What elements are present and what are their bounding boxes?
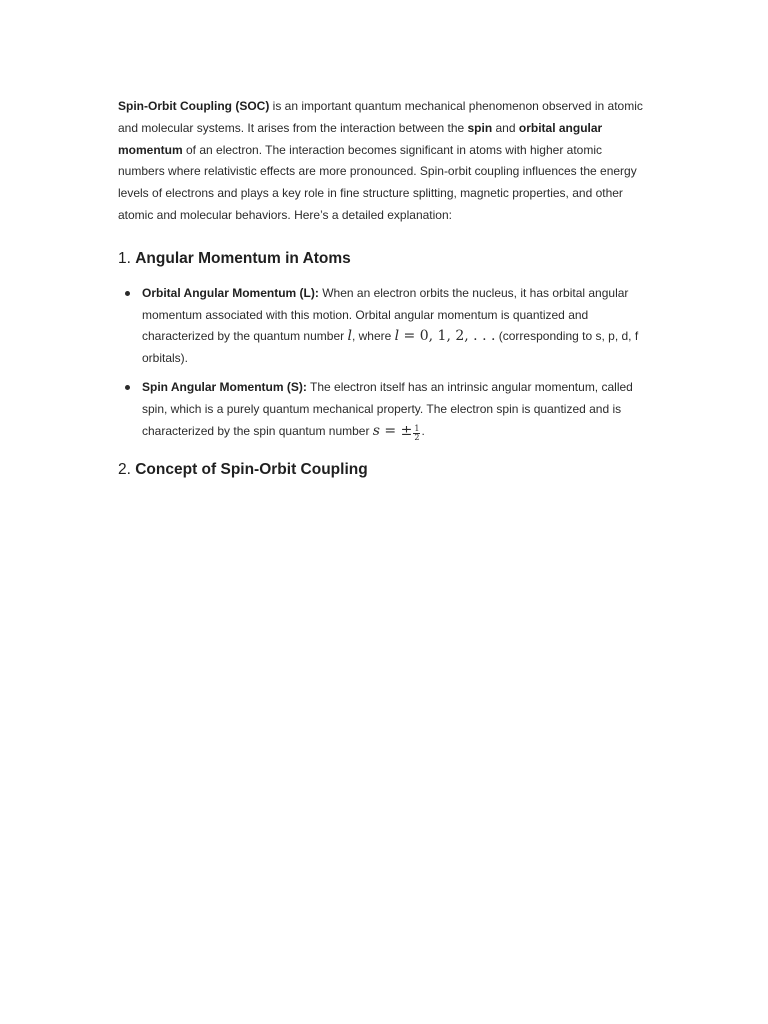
intro-text-3: of an electron. The interaction becomes significant in atoms with higher atomic numbers where relativistic effects are more pronounced. Spin-orbit coupling influences the energy levels of electrons and plays a key role in fine structure splitting, magnetic properties, and other atomic and molecular behaviors. Here’s a detailed explanation: <box>118 142 637 222</box>
intro-text-2: and <box>492 120 519 135</box>
list-item-orbital <box>118 283 646 370</box>
math-l: l <box>347 328 352 345</box>
list-item-spin <box>118 377 646 442</box>
intro-orbital: orbital angular momentum <box>118 120 603 157</box>
intro-term-abbr: (SOC) <box>231 99 270 113</box>
section-title: Angular Momentum in Atoms <box>135 249 351 267</box>
item-text-2: , where <box>351 329 395 344</box>
math-fraction <box>413 425 420 442</box>
math-equation-s <box>372 422 425 442</box>
section-number: 2. <box>118 461 136 479</box>
intro-term: Spin-Orbit Coupling <box>118 99 232 113</box>
intro-paragraph <box>118 96 646 227</box>
item-text-1: The electron itself has an intrinsic angular momentum, called spin, which is a purely quantum mechanical property. The electron spin is quantized and is characterized by the spin quantum number <box>142 379 633 438</box>
frac-numerator: 1 <box>414 423 420 433</box>
math-eq-var: l <box>394 328 400 345</box>
math-eq-rest: = 0, 1, 2, . . . <box>399 328 496 345</box>
section-heading-angular-momentum <box>118 249 646 269</box>
intro-text-1: is an important quantum mechanical phenomenon observed in atomic and molecular systems. It arises from the interaction between the <box>118 99 643 135</box>
item-label: Spin Angular Momentum (S): <box>142 379 307 394</box>
angular-momentum-list <box>118 283 646 443</box>
section-title: Concept of Spin-Orbit Coupling <box>135 461 368 479</box>
intro-spin: spin <box>467 120 493 135</box>
math-equation-l <box>395 328 496 344</box>
frac-denominator: 2 <box>414 432 420 442</box>
item-label: Orbital Angular Momentum (L): <box>142 285 319 300</box>
section-heading-spin-orbit-coupling <box>118 460 646 480</box>
item-text-3: (corresponding to s, p, d, f orbitals). <box>142 329 639 366</box>
item-text-1: When an electron orbits the nucleus, it has orbital angular momentum associated with this motion. Orbital angular momentum is quantized and characterized by the quantum number <box>142 285 629 344</box>
math-eq: = ± <box>379 422 413 439</box>
bullet-dot-icon <box>125 291 130 296</box>
document-page <box>118 96 646 480</box>
bullet-dot-icon <box>125 385 130 390</box>
math-s: s <box>372 422 380 439</box>
item-text-2: . <box>421 423 425 438</box>
section-number: 1. <box>118 249 136 267</box>
